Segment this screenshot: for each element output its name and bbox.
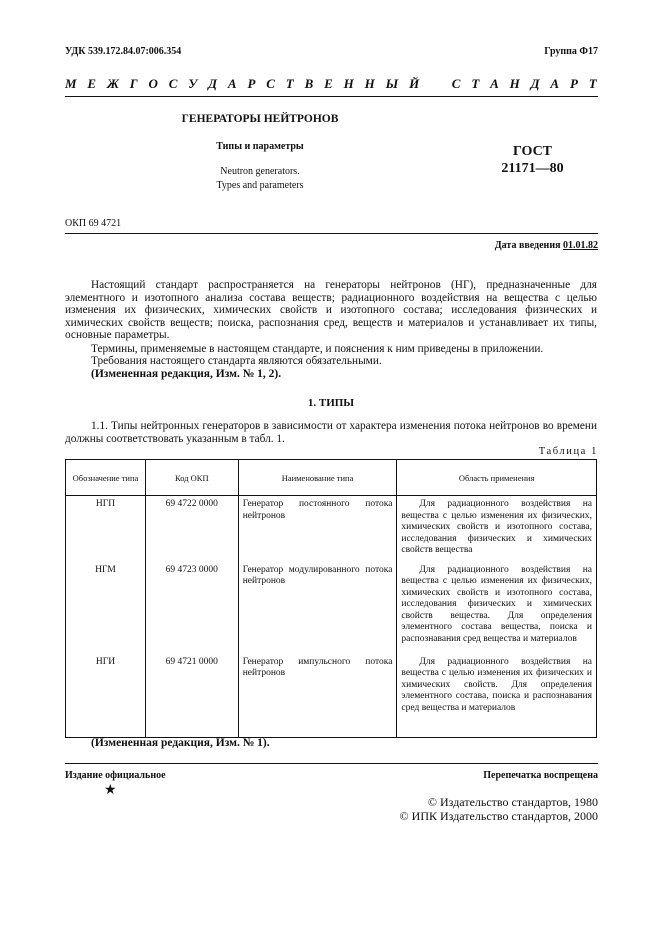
cell-designation: НГП — [66, 496, 146, 562]
copyright-1980: © Издательство стандартов, 1980 — [427, 795, 598, 809]
types-table — [65, 459, 597, 738]
copyright-2000: © ИПК Издательство стандартов, 2000 — [399, 809, 598, 823]
standard-type-heading: М Е Ж Г О С У Д А Р С Т В Е Н Н Ы Й С Т А Н Д А Р Т — [65, 76, 597, 91]
header-type-name: Наименование типа — [238, 460, 397, 496]
cell-designation: НГМ — [66, 562, 146, 654]
star-icon: ★ — [104, 783, 117, 798]
document-title: ГЕНЕРАТОРЫ НЕЙТРОНОВ — [181, 113, 339, 125]
official-edition-label: Издание официальное — [65, 770, 166, 781]
middle-divider — [65, 233, 598, 234]
table-row — [66, 654, 597, 738]
table-row — [66, 496, 597, 562]
header-application-area: Область применения — [397, 460, 597, 496]
cell-application-area: Для радиационного воздействия на вещества с целью изменения их физических, химических свойств и изотопного состава, исследования физических и химических свойств вещества — [397, 496, 597, 562]
gost-number: ГОСТ 21171—80 — [501, 144, 564, 176]
cell-application-area: Для радиационного воздействия на вещества с целью изменения их физических и химических свойств. Для определения элементного состава, поиска и распознавания сред вещества и материалов — [397, 654, 597, 738]
clause-1-1: 1.1. Типы нейтронных генераторов в зависимости от характера изменения потока нейтронов во времени должны соответствовать указанным в табл. 1. — [65, 420, 597, 445]
bottom-divider — [65, 763, 598, 764]
top-divider — [65, 96, 598, 97]
cell-type-name: Генератор модулированного потока нейтронов — [238, 562, 397, 654]
cell-okp-code: 69 4722 0000 — [145, 496, 238, 562]
requirements-paragraph: Требования настоящего стандарта являются обязательными. — [91, 355, 382, 367]
header-designation: Обозначение типа — [66, 460, 146, 496]
english-title: Neutron generators. Types and parameters — [216, 166, 304, 191]
scope-paragraph: Настоящий стандарт распространяется на генераторы нейтронов (НГ), предназначенные для элементного и изотопного анализа состава веществ; радиационного воздействия на вещества с целью изменения их физических, химических свойств и изотопного состава; исследования физических и химических свойств веществ; поиска, распознания сред, веществ и материалов и устанавливает их типы, основные параметры. — [65, 279, 597, 341]
cell-type-name: Генератор постоянного потока нейтронов — [238, 496, 397, 562]
cell-okp-code: 69 4721 0000 — [145, 654, 238, 738]
group-code: Группа Ф17 — [544, 46, 598, 57]
cell-designation: НГИ — [66, 654, 146, 738]
table-row — [66, 562, 597, 654]
cell-application-area: Для радиационного воздействия на вещества с целью изменения их физических, химических свойств и изотопного состава, исследования физических и химических свойств вещества. Для определения элементного состава вещества, поиска и распознавания сред вещества и материалов — [397, 562, 597, 654]
reprint-prohibited-label: Перепечатка воспрещена — [483, 770, 598, 781]
table-caption: Таблица 1 — [538, 446, 598, 457]
document-subtitle: Типы и параметры — [216, 141, 304, 152]
amendment-note-1: (Измененная редакция, Изм. № 1, 2). — [91, 368, 282, 380]
table-header-row — [66, 460, 597, 496]
okp-code: ОКП 69 4721 — [65, 218, 122, 229]
introduction-date: Дата введения 01.01.82 — [494, 240, 598, 251]
udk-code: УДК 539.172.84.07:006.354 — [65, 46, 182, 57]
header-okp-code: Код ОКП — [145, 460, 238, 496]
amendment-note-2: (Измененная редакция, Изм. № 1). — [91, 737, 270, 749]
cell-type-name: Генератор импульсного потока нейтронов — [238, 654, 397, 738]
section-heading: 1. ТИПЫ — [307, 397, 355, 409]
terms-paragraph: Термины, применяемые в настоящем стандарте, и пояснения к ним приведены в приложении. — [91, 343, 544, 355]
cell-okp-code: 69 4723 0000 — [145, 562, 238, 654]
